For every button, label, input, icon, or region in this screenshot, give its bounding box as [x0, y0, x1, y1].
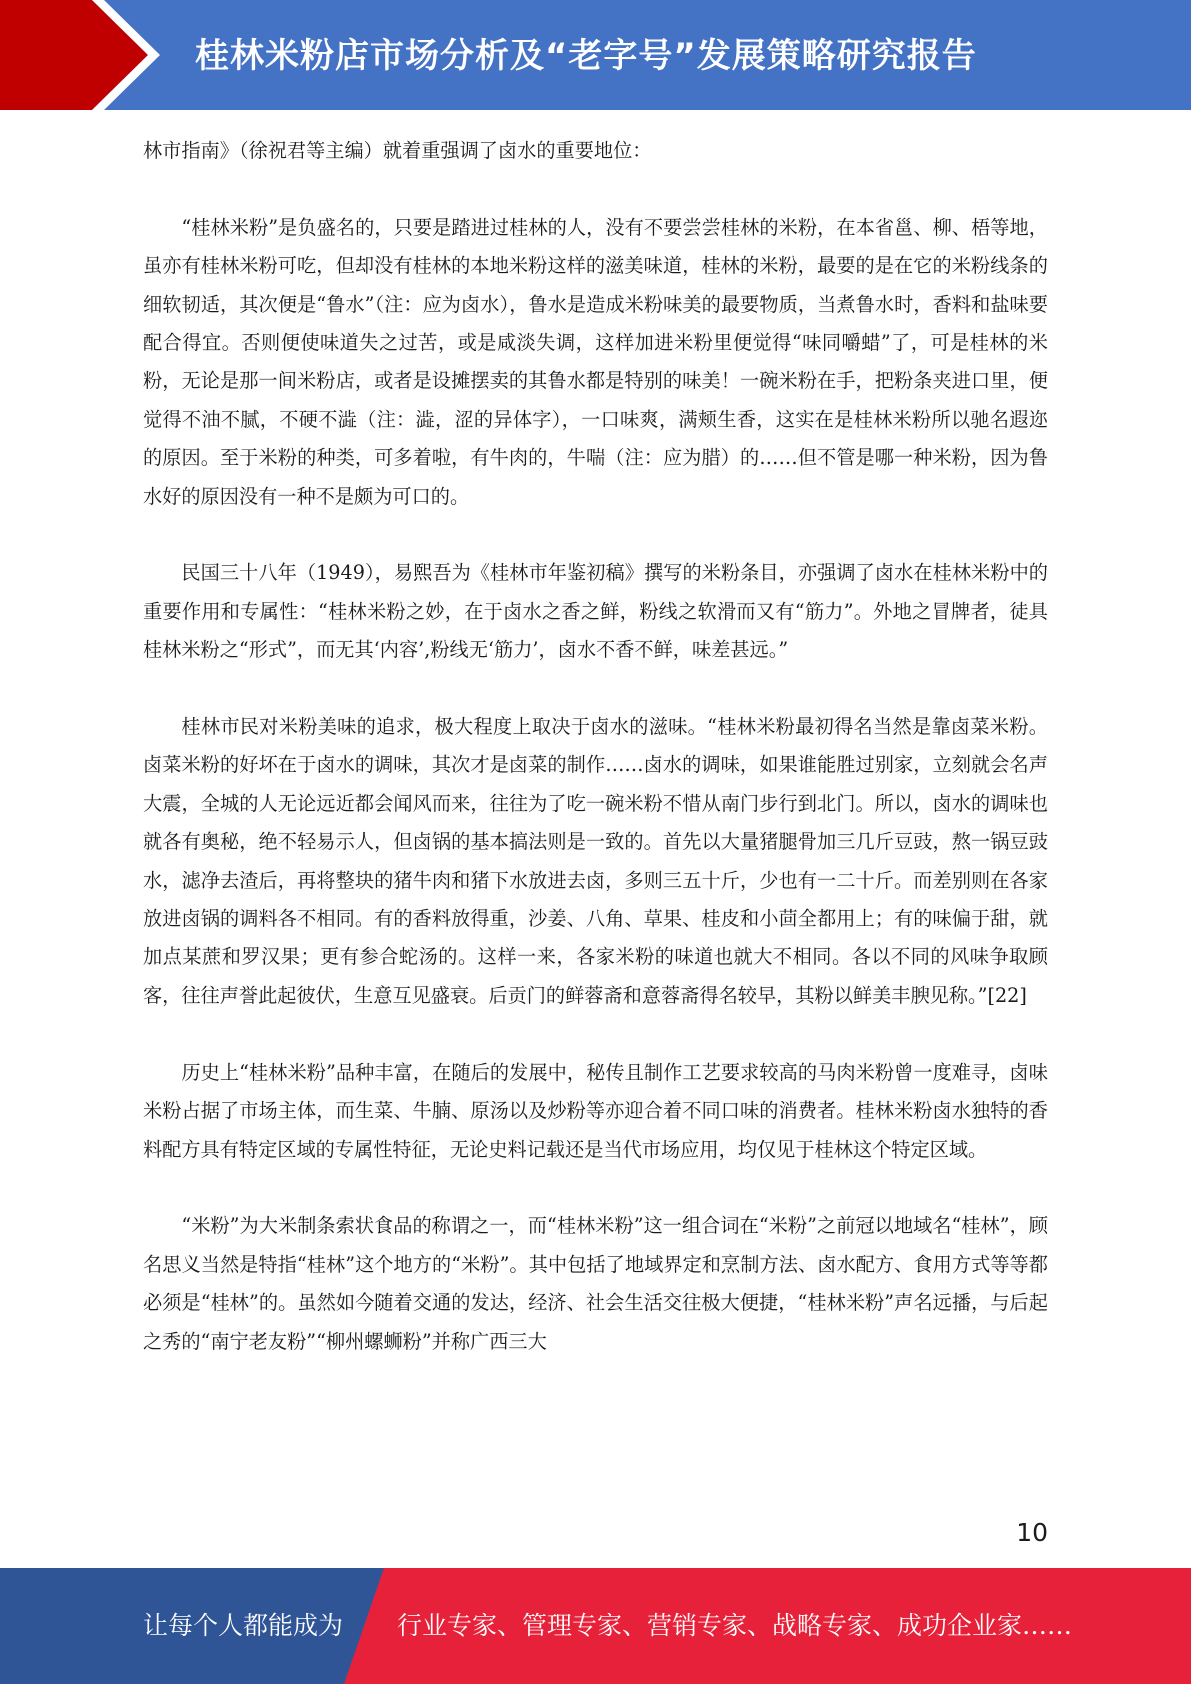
paragraph: 民国三十八年（1949），易熙吾为《桂林市年鉴初稿》撰写的米粉条目，亦强调了卤水在桂林米粉中的重要作用和专属性：“桂林米粉之妙，在于卤水之香之鲜，粉线之软滑而又有“筋力”。外地之冒牌者，徒具桂林米粉之“形式”，而无其‘内容’,粉线无‘筋力’，卤水不香不鲜，味差甚远。”: [143, 561, 1048, 662]
paragraph: “桂林米粉”是负盛名的，只要是踏进过桂林的人，没有不要尝尝桂林的米粉，在本省邕、柳、梧等地，虽亦有桂林米粉可吃，但却没有桂林的本地米粉这样的滋美味道，桂林的米粉，最要的是在它的米粉线条的细软韧适，其次便是“鲁水”（注：应为卤水），鲁水是造成米粉味美的最要物质，当煮鲁水时，香料和盐味要配合得宜。否则便使味道失之过苦，或是咸淡失调，这样加进米粉里便觉得“味同嚼蜡”了，可是桂林的米粉，无论是那一间米粉店，或者是设摊摆卖的其鲁水都是特别的味美！一碗米粉在手，把粉条夹进口里，便觉得不油不腻，不硬不澁（注：澁，涩的异体字），一口味爽，满颊生香，这实在是桂林米粉所以驰名遐迩的原因。至于米粉的种类，可多着啦，有牛肉的，牛喘（注：应为腊）的……但不管是哪一种米粉，因为鲁水好的原因没有一种不是颇为可口的。: [143, 215, 1048, 508]
page-number: 10: [1016, 1518, 1048, 1547]
header-arrow-decoration: [0, 0, 160, 110]
report-title: 桂林米粉店市场分析及“老字号”发展策略研究报告: [195, 36, 977, 76]
page-header: [0, 0, 1191, 110]
footer-slogan-right: 行业专家、管理专家、营销专家、战略专家、成功企业家……: [397, 1611, 1073, 1640]
document-body: [143, 132, 1048, 1361]
paragraph: 历史上“桂林米粉”品种丰富，在随后的发展中，秘传且制作工艺要求较高的马肉米粉曾一度难寻，卤味米粉占据了市场主体，而生菜、牛腩、原汤以及炒粉等亦迎合着不同口味的消费者。桂林米粉卤水独特的香料配方具有特定区域的专属性特征，无论史料记载还是当代市场应用，均仅见于桂林这个特定区域。: [143, 1060, 1048, 1161]
paragraph: “米粉”为大米制条索状食品的称谓之一，而“桂林米粉”这一组合词在“米粉”之前冠以地域名“桂林”，顾名思义当然是特指“桂林”这个地方的“米粉”。其中包括了地域界定和烹制方法、卤水配方、食用方式等等都必须是“桂林”的。虽然如今随着交通的发达，经济、社会生活交往极大便捷，“桂林米粉”声名远播，与后起之秀的“南宁老友粉”“柳州螺蛳粉”并称广西三大: [143, 1214, 1048, 1353]
paragraph: 桂林市民对米粉美味的追求，极大程度上取决于卤水的滋味。“桂林米粉最初得名当然是靠卤菜米粉。卤菜米粉的好坏在于卤水的调味，其次才是卤菜的制作……卤水的调味，如果谁能胜过别家，立刻就会名声大震，全城的人无论远近都会闻风而来，往往为了吃一碗米粉不惜从南门步行到北门。所以，卤水的调味也就各有奥秘，绝不轻易示人，但卤锅的基本搞法则是一致的。首先以大量猪腿骨加三几斤豆豉，熬一锅豆豉水，滤净去渣后，再将整块的猪牛肉和猪下水放进去卤，多则三五十斤，少也有一二十斤。而差别则在各家放进卤锅的调料各不相同。有的香料放得重，沙姜、八角、草果、桂皮和小茴全都用上；有的味偏于甜，就加点某蔗和罗汉果；更有参合蛇汤的。这样一来，各家米粉的味道也就大不相同。各以不同的风味争取顾客，往往声誉此起彼伏，生意互见盛衰。后贡门的鲜蓉斋和意蓉斋得名较早，其粉以鲜美丰腴见称。”[22]: [143, 715, 1048, 1007]
page-footer: [0, 1568, 1191, 1684]
paragraph: 林市指南》（徐祝君等主编）就着重强调了卤水的重要地位：: [143, 139, 652, 162]
footer-slogan-left: 让每个人都能成为: [143, 1611, 344, 1640]
